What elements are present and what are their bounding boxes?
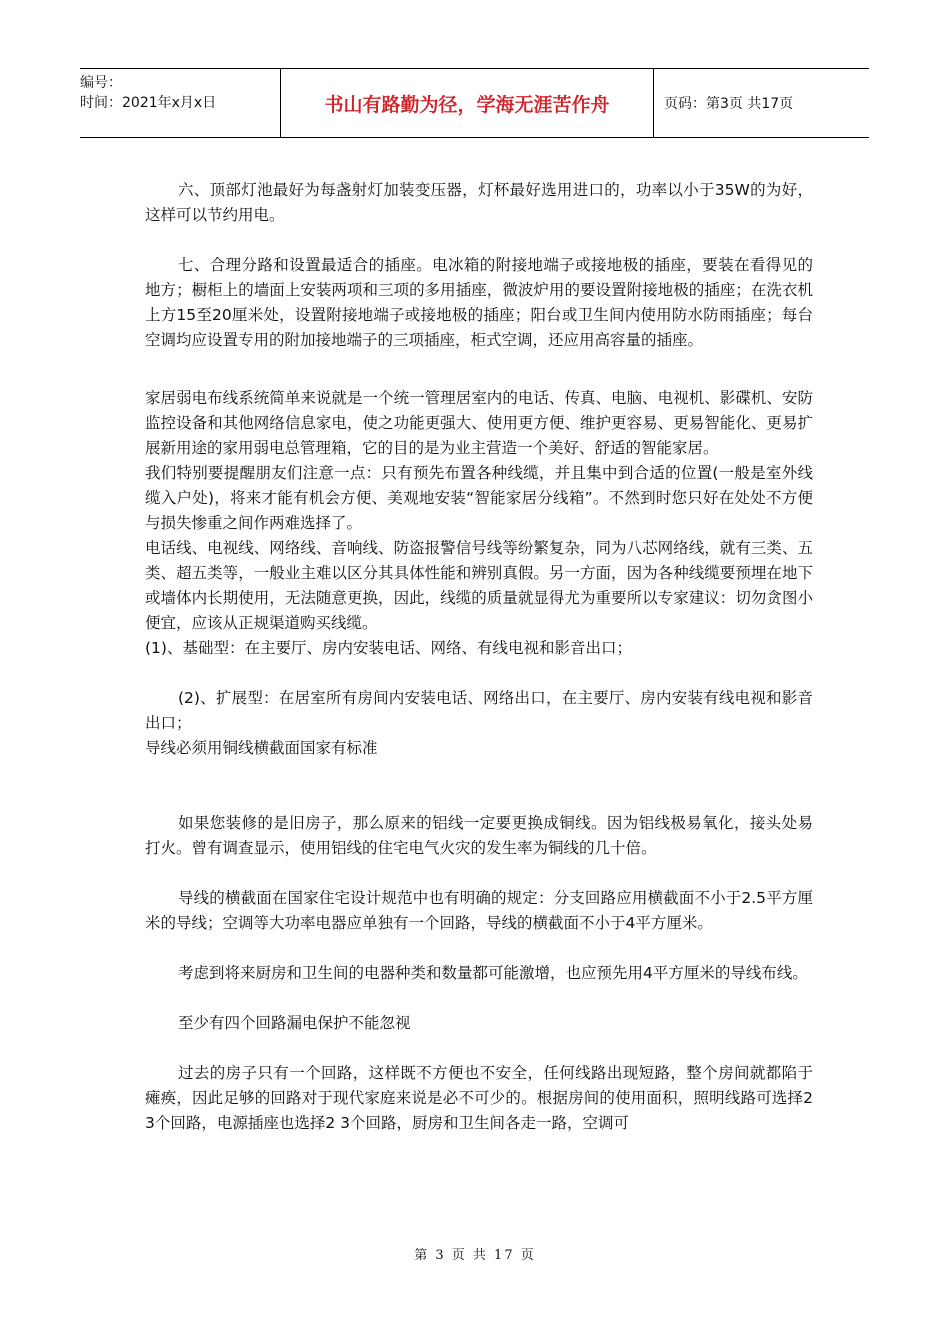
paragraph: 六、顶部灯池最好为每盏射灯加装变压器，灯杯最好选用进口的，功率以小于35W的为好，这样可以节约用电。 [145,181,813,224]
page-footer: 第 3 页 共 17 页 [414,1248,536,1263]
header-page-label: 页码：第3页 共17页 [664,96,794,112]
date-label: 时间：2021年x月x日 [80,95,217,111]
paragraph: 家居弱电布线系统简单来说就是一个统一管理居室内的电话、传真、电脑、电视机、影碟机、安防监控设备和其他网络信息家电，使之功能更强大、使用更方便、维护更容易、更易智能化、更易扩展新用途的家用弱电总管理箱，它的目的是为业主营造一个美好、舒适的智能家居。 [145,389,813,457]
paragraph: (2)、扩展型：在居室所有房间内安装电话、网络出口，在主要厅、房内安装有线电视和影音出口； [145,689,813,732]
document-body [145,178,813,1136]
paragraph: 导线必须用铜线横截面国家有标准 [145,739,378,757]
paragraph: 导线的横截面在国家住宅设计规范中也有明确的规定：分支回路应用横截面不小于2.5平方厘米的导线；空调等大功率电器应单独有一个回路，导线的横截面不小于4平方厘米。 [145,889,813,932]
paragraph: 如果您装修的是旧房子，那么原来的铝线一定要更换成铜线。因为铝线极易氧化，接头处易打火。曾有调查显示，使用铝线的住宅电气火灾的发生率为铜线的几十倍。 [145,814,813,857]
paragraph: (1)、基础型：在主要厅、房内安装电话、网络、有线电视和影音出口； [145,639,632,657]
paragraph: 电话线、电视线、网络线、音响线、防盗报警信号线等纷繁复杂，同为八芯网络线，就有三类、五类、超五类等，一般业主难以区分其具体性能和辨别真假。另一方面，因为各种线缆要预埋在地下或墙体内长期使用，无法随意更换，因此，线缆的质量就显得尤为重要所以专家建议：切勿贪图小便宜，应该从正规渠道购买线缆。 [145,539,813,632]
number-label: 编号： [80,75,122,91]
page-header [80,68,869,138]
paragraph: 我们特别要提醒朋友们注意一点：只有预先布置各种线缆，并且集中到合适的位置(一般是室外线缆入户处)，将来才能有机会方便、美观地安装“智能家居分线箱”。不然到时您只好在处处不方便与损失惨重之间作两难选择了。 [145,464,813,532]
paragraph: 过去的房子只有一个回路，这样既不方便也不安全，任何线路出现短路，整个房间就都陷于瘫痪，因此足够的回路对于现代家庭来说是必不可少的。根据房间的使用面积，照明线路可选择2 3个回路，电源插座也选择2 3个回路，厨房和卫生间各走一路，空调可 [145,1064,813,1132]
section-heading: 至少有四个回路漏电保护不能忽视 [178,1014,411,1032]
paragraph: 考虑到将来厨房和卫生间的电器种类和数量都可能激增，也应预先用4平方厘米的导线布线。 [178,964,808,982]
paragraph: 七、合理分路和设置最适合的插座。电冰箱的附接地端子或接地极的插座，要装在看得见的地方；橱柜上的墙面上安装两项和三项的多用插座，微波炉用的要设置附接地极的插座；在洗衣机上方15至20厘米处，设置附接地端子或接地极的插座；阳台或卫生间内使用防水防雨插座；每台空调均应设置专用的附加接地端子的三项插座，柜式空调，还应用高容量的插座。 [145,256,813,349]
header-motto: 书山有路勤为径，学海无涯苦作舟 [280,69,654,137]
header-meta [80,69,280,137]
